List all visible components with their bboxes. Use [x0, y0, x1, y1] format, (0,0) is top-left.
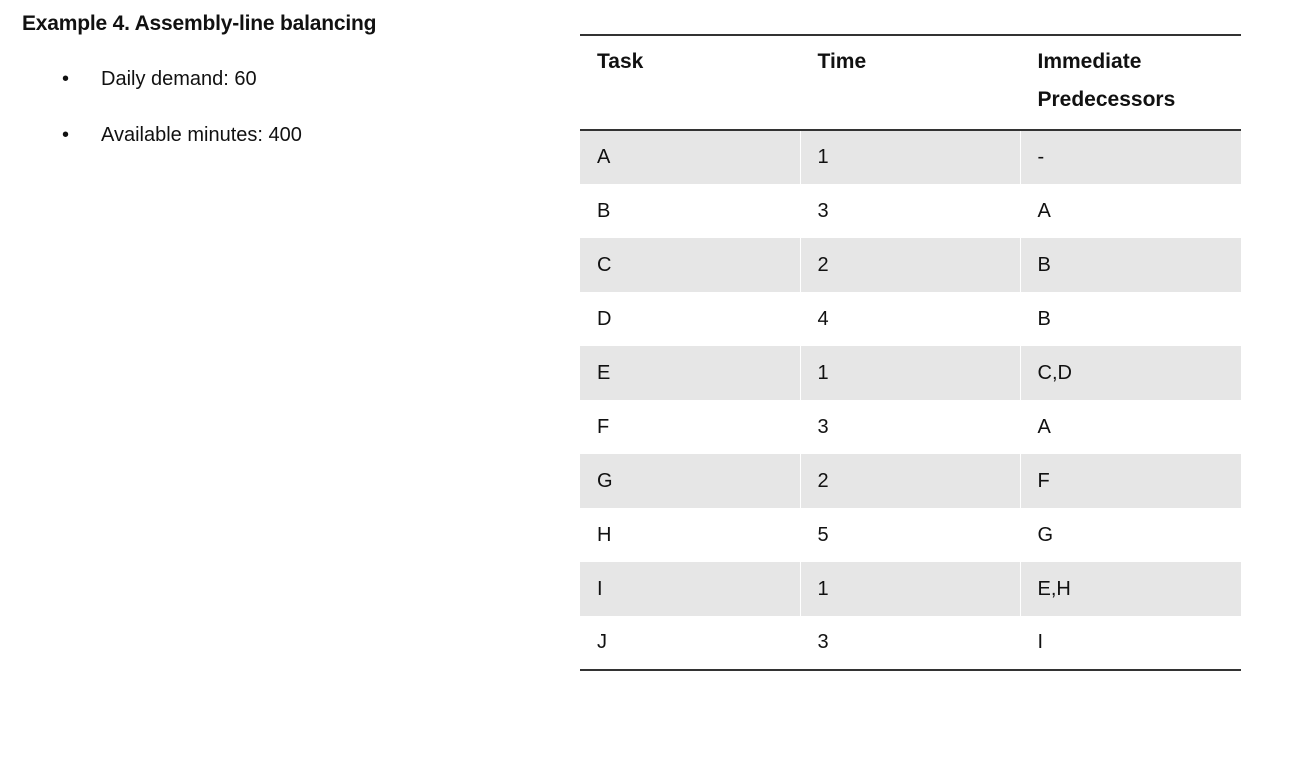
table-row — [580, 562, 1241, 616]
cell-task: H — [597, 523, 612, 546]
cell-predecessors: B — [1020, 238, 1241, 292]
bullet-text: Daily demand: 60 — [101, 68, 257, 90]
cell-predecessors: G — [1020, 508, 1241, 562]
table-row — [580, 238, 1241, 292]
table-row — [580, 400, 1241, 454]
cell-task: C — [580, 238, 800, 292]
cell-time: 1 — [800, 130, 1020, 184]
cell-time: 4 — [800, 292, 1020, 346]
cell-predecessors: - — [1020, 130, 1241, 184]
task-table — [580, 34, 1241, 671]
table-row — [580, 508, 1241, 562]
column-header-task: Task — [597, 50, 644, 73]
cell-time: 3 — [800, 400, 1020, 454]
table-header-row — [580, 35, 1241, 130]
cell-time: 3 — [800, 184, 1020, 238]
cell-task: J — [597, 631, 607, 653]
cell-task: D — [597, 307, 612, 330]
cell-predecessors: E,H — [1020, 562, 1241, 616]
table-row — [580, 292, 1241, 346]
cell-time: 2 — [800, 238, 1020, 292]
cell-predecessors: A — [1020, 400, 1241, 454]
cell-time: 3 — [800, 616, 1020, 670]
column-header-time: Time — [800, 35, 1020, 130]
cell-predecessors: A — [1020, 184, 1241, 238]
cell-predecessors: C,D — [1020, 346, 1241, 400]
table-row — [580, 184, 1241, 238]
table-body — [580, 130, 1241, 670]
table-row — [580, 454, 1241, 508]
cell-task: B — [597, 199, 611, 222]
bullet-text: Available minutes: 400 — [101, 124, 302, 146]
cell-time: 2 — [800, 454, 1020, 508]
cell-task: I — [580, 562, 800, 616]
column-header-predecessors: Immediate Predecessors — [1020, 35, 1241, 130]
cell-task: A — [580, 130, 800, 184]
bullet-icon: • — [62, 68, 70, 90]
cell-time: 5 — [800, 508, 1020, 562]
page-title: Example 4. Assembly-line balancing — [22, 12, 377, 35]
cell-task: E — [580, 346, 800, 400]
cell-task: F — [597, 415, 610, 438]
cell-task: G — [580, 454, 800, 508]
cell-predecessors: I — [1020, 616, 1241, 670]
cell-predecessors: B — [1020, 292, 1241, 346]
task-table-container — [580, 34, 1241, 671]
bullet-icon: • — [62, 124, 70, 146]
table-row — [580, 346, 1241, 400]
table-row — [580, 130, 1241, 184]
cell-time: 1 — [800, 562, 1020, 616]
table-row — [580, 616, 1241, 670]
cell-predecessors: F — [1020, 454, 1241, 508]
cell-time: 1 — [800, 346, 1020, 400]
